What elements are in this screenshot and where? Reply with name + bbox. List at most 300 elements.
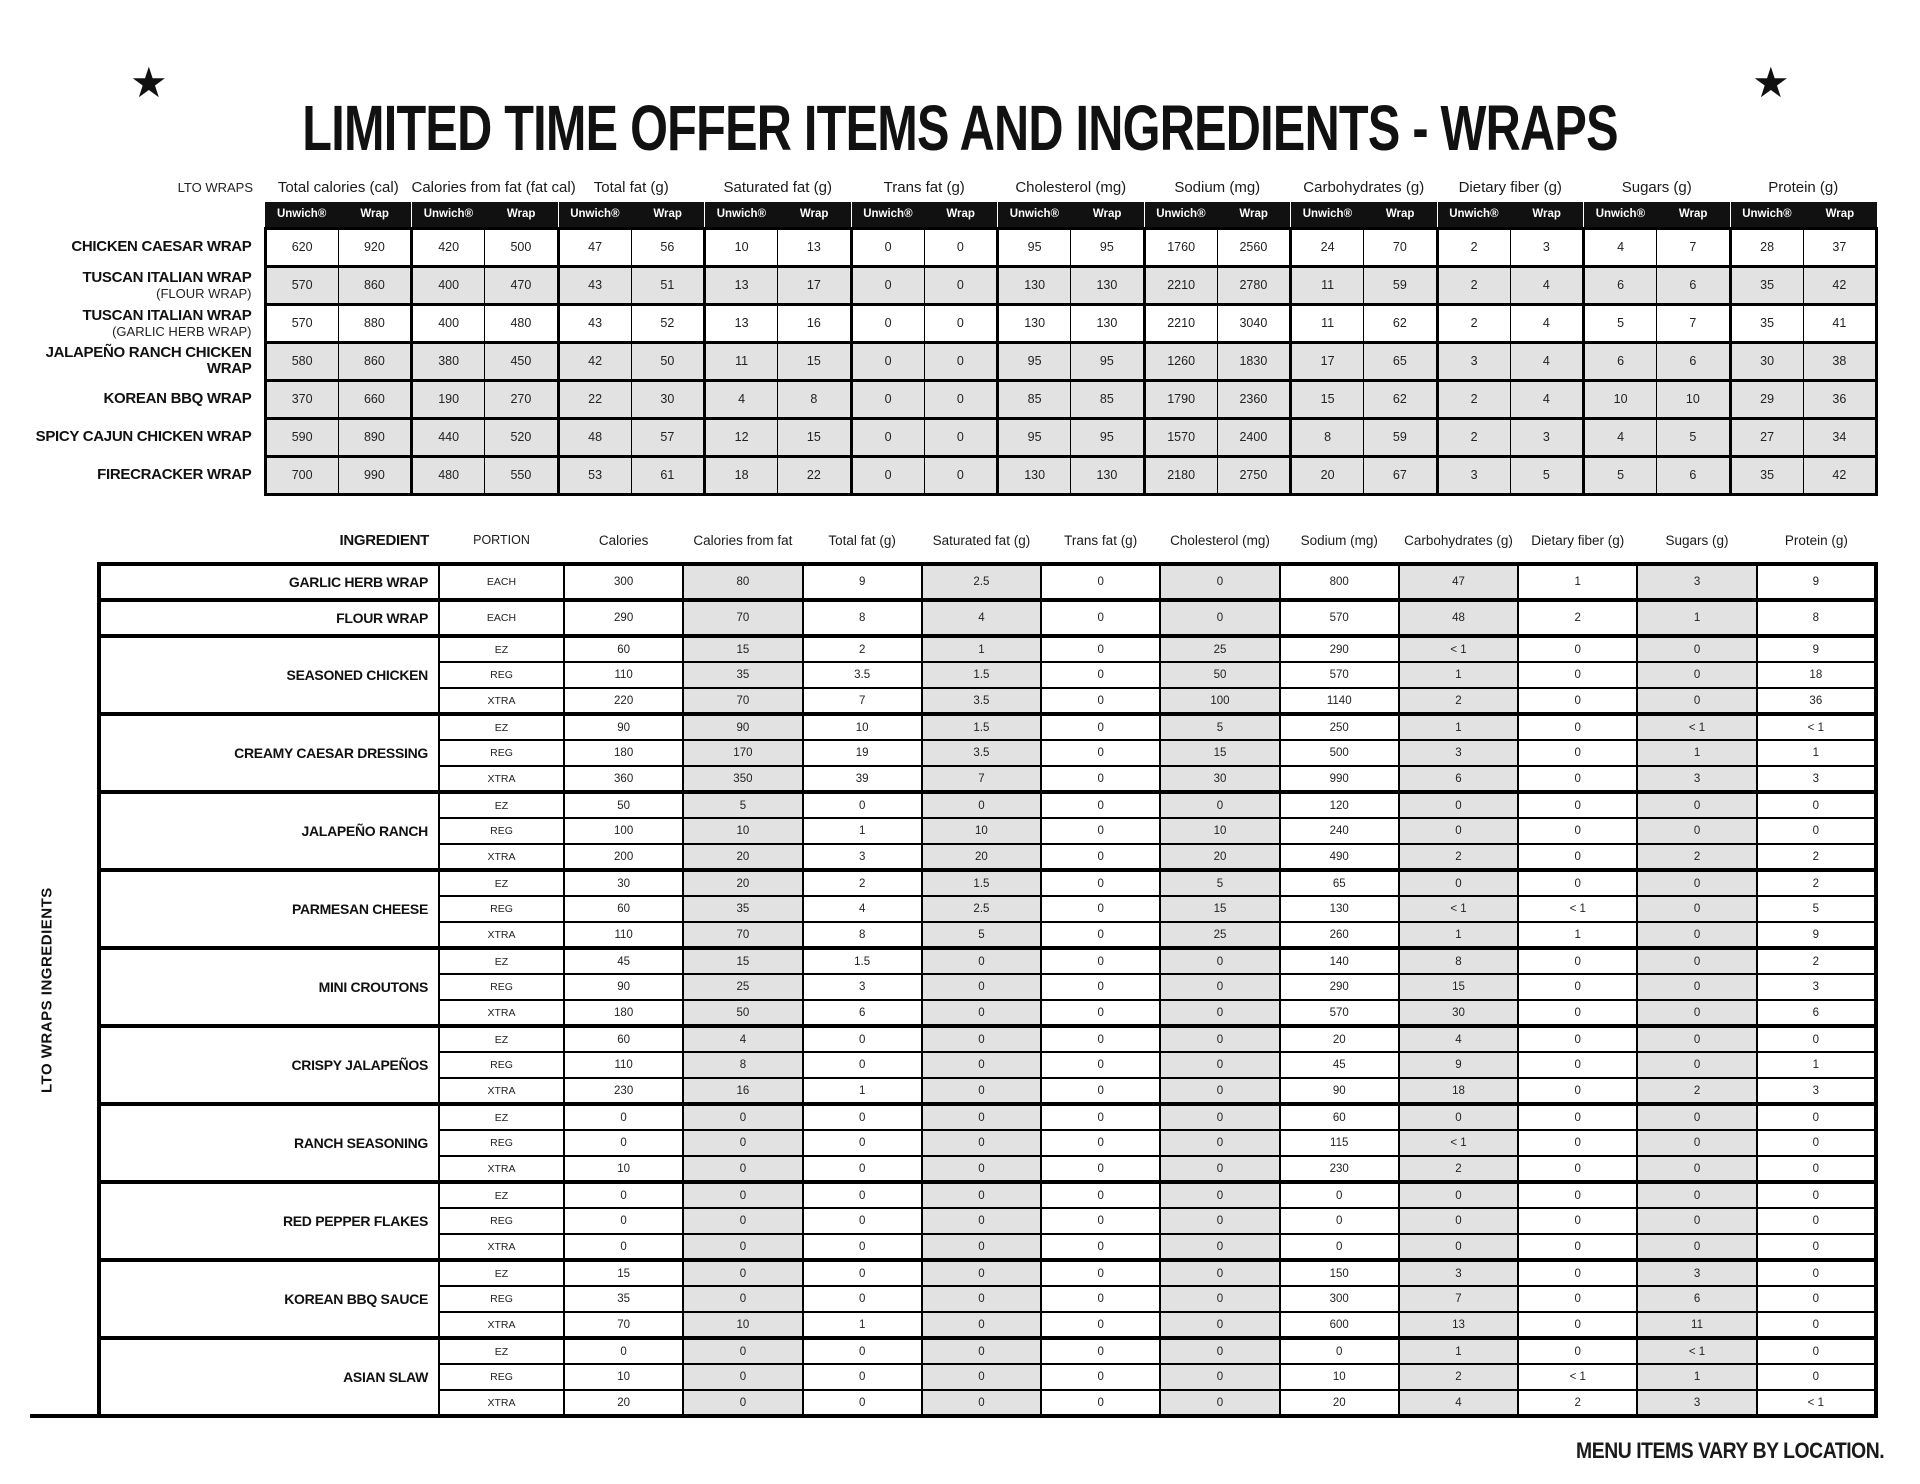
nutrition-value-cell: 13	[778, 228, 851, 266]
nutrition-value-cell: 42	[1803, 456, 1876, 494]
nutrition-value-cell: 0	[1518, 1026, 1637, 1052]
nutrition-value-cell: 0	[1637, 1234, 1756, 1260]
nutrition-value-cell: 1	[1399, 1338, 1518, 1364]
portion-cell: EZ	[439, 1260, 564, 1286]
nutrition-value-cell: 20	[1280, 1390, 1399, 1416]
portion-cell: EZ	[439, 1182, 564, 1208]
nutrition-value-cell: 0	[851, 418, 924, 456]
nutrition-value-cell: 9	[1757, 922, 1876, 948]
wrap-name: CHICKEN CAESAR WRAP	[71, 238, 252, 255]
nutrition-value-cell: 90	[1280, 1078, 1399, 1104]
nutrition-value-cell: 110	[564, 922, 683, 948]
nutrition-value-cell: 1.5	[922, 662, 1041, 688]
nutrition-value-cell: 24	[1291, 228, 1364, 266]
nutrition-value-cell: 2	[1757, 870, 1876, 896]
portion-cell: REG	[439, 740, 564, 766]
portion-cell: EZ	[439, 1338, 564, 1364]
nutrition-value-cell: 4	[1399, 1026, 1518, 1052]
column-group-header: Cholesterol (mg)	[1015, 178, 1127, 196]
nutrition-value-cell: 70	[683, 922, 802, 948]
nutrition-value-cell: 0	[851, 380, 924, 418]
nutrition-value-cell: 1760	[1144, 228, 1217, 266]
nutrition-value-cell: 10	[705, 228, 778, 266]
nutrition-value-cell: 0	[922, 1260, 1041, 1286]
portion-cell: XTRA	[439, 1390, 564, 1416]
nutrition-value-cell: 7	[1657, 228, 1730, 266]
nutrition-value-cell: 0	[1757, 1364, 1876, 1390]
spacer-cell	[0, 202, 265, 228]
nutrition-value-cell: 5	[1160, 870, 1279, 896]
nutrition-value-cell: 0	[1041, 740, 1160, 766]
nutrition-value-cell: 3	[1437, 342, 1510, 380]
subcolumn-header-unwich: Unwich®	[1584, 202, 1657, 228]
nutrition-value-cell: 0	[924, 456, 997, 494]
nutrition-value-cell: 990	[1280, 766, 1399, 792]
ingredient-portion-row	[99, 1104, 1876, 1130]
nutrition-value-cell: 0	[683, 1338, 802, 1364]
ingredient-portion-row	[99, 1338, 1876, 1364]
star-icon: ★	[130, 59, 168, 106]
nutrition-value-cell: 0	[683, 1208, 802, 1234]
nutrition-value-cell: 25	[1160, 922, 1279, 948]
nutrition-value-cell: 0	[924, 380, 997, 418]
nutrition-value-cell: 0	[1160, 564, 1279, 600]
nutrition-value-cell: 1	[803, 1312, 922, 1338]
nutrition-value-cell: 1	[1518, 922, 1637, 948]
nutrition-value-cell: 0	[803, 1286, 922, 1312]
nutrition-value-cell: 490	[1280, 844, 1399, 870]
nutrition-value-cell: 20	[683, 844, 802, 870]
nutrition-value-cell: 0	[1160, 974, 1279, 1000]
nutrition-value-cell: 0	[1518, 870, 1637, 896]
nutrition-value-cell: 30	[631, 380, 704, 418]
nutrition-value-cell: 0	[1518, 1156, 1637, 1182]
nutrition-value-cell: 180	[564, 1000, 683, 1026]
nutrition-value-cell: 0	[924, 342, 997, 380]
nutrition-value-cell: 7	[1399, 1286, 1518, 1312]
nutrition-value-cell: 0	[1757, 1130, 1876, 1156]
nutrition-value-cell: 30	[564, 870, 683, 896]
nutrition-value-cell: 3.5	[922, 688, 1041, 714]
nutrition-value-cell: 6	[1657, 266, 1730, 304]
wrap-row	[0, 456, 1877, 494]
nutrition-value-cell: 4	[1399, 1390, 1518, 1416]
portion-cell: XTRA	[439, 844, 564, 870]
ingredient-name: RED PEPPER FLAKES	[99, 1182, 439, 1260]
wrap-name-sub: (GARLIC HERB WRAP)	[112, 323, 252, 339]
wrap-name: TUSCAN ITALIAN WRAP	[82, 268, 252, 286]
nutrition-value-cell: 15	[683, 636, 802, 662]
nutrition-value-cell: 400	[412, 266, 485, 304]
nutrition-value-cell: 4	[1510, 380, 1583, 418]
nutrition-value-cell: 2	[1437, 380, 1510, 418]
nutrition-value-cell: 500	[1280, 740, 1399, 766]
portion-cell: EZ	[439, 1104, 564, 1130]
ingredient-name: FLOUR WRAP	[99, 600, 439, 636]
nutrition-value-cell: 420	[412, 228, 485, 266]
nutrition-value-cell: 35	[1730, 456, 1803, 494]
nutrition-value-cell: 0	[922, 1208, 1041, 1234]
nutrition-value-cell: 0	[1160, 1208, 1279, 1234]
nutrition-value-cell: 45	[1280, 1052, 1399, 1078]
nutrition-value-cell: 9	[1757, 564, 1876, 600]
wrap-row-label	[0, 456, 265, 494]
nutrition-value-cell: 400	[412, 304, 485, 342]
nutrition-value-cell: 62	[1364, 380, 1437, 418]
nutrition-value-cell: 36	[1757, 688, 1876, 714]
nutrition-value-cell: 45	[564, 948, 683, 974]
nutrition-value-cell: 2	[1437, 304, 1510, 342]
nutrition-value-cell: 2360	[1217, 380, 1290, 418]
ingredients-column-header: Calories from fat	[693, 532, 793, 548]
portion-cell: REG	[439, 974, 564, 1000]
nutrition-value-cell: 0	[1160, 600, 1279, 636]
nutrition-value-cell: 2	[1399, 844, 1518, 870]
subcolumn-header-unwich: Unwich®	[1437, 202, 1510, 228]
subcolumn-header-wrap: Wrap	[1071, 202, 1144, 228]
nutrition-value-cell: 50	[631, 342, 704, 380]
nutrition-value-cell: 890	[338, 418, 411, 456]
subcolumn-header-unwich: Unwich®	[1730, 202, 1803, 228]
nutrition-value-cell: 0	[851, 304, 924, 342]
nutrition-value-cell: 60	[564, 636, 683, 662]
nutrition-value-cell: 36	[1803, 380, 1876, 418]
nutrition-value-cell: 580	[265, 342, 338, 380]
nutrition-value-cell: 0	[1041, 636, 1160, 662]
nutrition-value-cell: 90	[564, 714, 683, 740]
portion-cell: EZ	[439, 792, 564, 818]
nutrition-value-cell: 15	[1160, 896, 1279, 922]
nutrition-value-cell: < 1	[1518, 896, 1637, 922]
nutrition-value-cell: 0	[1041, 1260, 1160, 1286]
subcolumn-header-unwich: Unwich®	[412, 202, 485, 228]
nutrition-value-cell: 53	[558, 456, 631, 494]
nutrition-value-cell: 0	[1041, 870, 1160, 896]
subcolumn-header-unwich: Unwich®	[851, 202, 924, 228]
nutrition-value-cell: 1790	[1144, 380, 1217, 418]
nutrition-value-cell: 0	[1518, 1260, 1637, 1286]
ingredient-name: GARLIC HERB WRAP	[99, 564, 439, 600]
nutrition-value-cell: 0	[1518, 792, 1637, 818]
portion-cell: REG	[439, 662, 564, 688]
ingredient-name: MINI CROUTONS	[99, 948, 439, 1026]
subcolumn-header-wrap: Wrap	[924, 202, 997, 228]
nutrition-value-cell: 18	[1757, 662, 1876, 688]
nutrition-value-cell: 4	[705, 380, 778, 418]
subcolumn-header-unwich: Unwich®	[1144, 202, 1217, 228]
portion-cell: EZ	[439, 636, 564, 662]
nutrition-value-cell: 20	[683, 870, 802, 896]
nutrition-value-cell: 570	[1280, 662, 1399, 688]
nutrition-value-cell: 0	[1518, 688, 1637, 714]
nutrition-value-cell: 0	[1041, 818, 1160, 844]
nutrition-value-cell: 1140	[1280, 688, 1399, 714]
nutrition-value-cell: 13	[1399, 1312, 1518, 1338]
nutrition-value-cell: 380	[412, 342, 485, 380]
nutrition-value-cell: 8	[1291, 418, 1364, 456]
star-icon: ★	[1752, 59, 1790, 106]
nutrition-value-cell: 2	[1637, 1078, 1756, 1104]
ingredient-name: KOREAN BBQ SAUCE	[99, 1260, 439, 1338]
nutrition-value-cell: 110	[564, 662, 683, 688]
nutrition-value-cell: 4	[922, 600, 1041, 636]
nutrition-value-cell: 13	[705, 304, 778, 342]
nutrition-value-cell: 130	[998, 456, 1071, 494]
nutrition-value-cell: 3	[1637, 1390, 1756, 1416]
nutrition-value-cell: 56	[631, 228, 704, 266]
nutrition-value-cell: 0	[1041, 844, 1160, 870]
nutrition-value-cell: 41	[1803, 304, 1876, 342]
nutrition-value-cell: 0	[1757, 1156, 1876, 1182]
nutrition-value-cell: 2180	[1144, 456, 1217, 494]
nutrition-value-cell: 90	[683, 714, 802, 740]
nutrition-value-cell: 570	[265, 304, 338, 342]
nutrition-value-cell: 0	[922, 1052, 1041, 1078]
nutrition-value-cell: 0	[1637, 922, 1756, 948]
nutrition-value-cell: 0	[922, 792, 1041, 818]
nutrition-value-cell: 52	[631, 304, 704, 342]
nutrition-value-cell: 150	[1280, 1260, 1399, 1286]
nutrition-value-cell: 0	[1041, 1078, 1160, 1104]
nutrition-value-cell: 6	[803, 1000, 922, 1026]
nutrition-value-cell: 0	[1757, 1208, 1876, 1234]
nutrition-value-cell: 1.5	[922, 870, 1041, 896]
nutrition-value-cell: 25	[683, 974, 802, 1000]
ingredients-header-row	[99, 518, 1876, 564]
ingredient-portion-row	[99, 870, 1876, 896]
nutrition-value-cell: 10	[564, 1156, 683, 1182]
nutrition-value-cell: 0	[1637, 636, 1756, 662]
nutrition-value-cell: 60	[564, 896, 683, 922]
table-bottom-rule-extension	[30, 1414, 97, 1418]
wrap-row-label	[0, 304, 265, 342]
nutrition-value-cell: 95	[1071, 342, 1144, 380]
nutrition-value-cell: 5	[922, 922, 1041, 948]
nutrition-value-cell: 4	[803, 896, 922, 922]
nutrition-value-cell: 6	[1757, 1000, 1876, 1026]
nutrition-value-cell: 0	[1399, 1208, 1518, 1234]
nutrition-value-cell: 170	[683, 740, 802, 766]
nutrition-value-cell: 10	[564, 1364, 683, 1390]
nutrition-value-cell: < 1	[1399, 1130, 1518, 1156]
nutrition-value-cell: 0	[1757, 1104, 1876, 1130]
portion-cell: XTRA	[439, 1156, 564, 1182]
ingredient-portion-row	[99, 1182, 1876, 1208]
nutrition-value-cell: < 1	[1757, 1390, 1876, 1416]
nutrition-value-cell: 0	[803, 1026, 922, 1052]
nutrition-value-cell: < 1	[1757, 714, 1876, 740]
nutrition-value-cell: 59	[1364, 418, 1437, 456]
nutrition-value-cell: 0	[1399, 818, 1518, 844]
nutrition-value-cell: 43	[558, 266, 631, 304]
nutrition-value-cell: 350	[683, 766, 802, 792]
nutrition-value-cell: 2	[1757, 844, 1876, 870]
nutrition-value-cell: 0	[1160, 1234, 1279, 1260]
nutrition-value-cell: 25	[1160, 636, 1279, 662]
nutrition-value-cell: 0	[1160, 792, 1279, 818]
portion-cell: REG	[439, 1130, 564, 1156]
nutrition-value-cell: 0	[1041, 948, 1160, 974]
nutrition-value-cell: 0	[1041, 896, 1160, 922]
nutrition-value-cell: 70	[1364, 228, 1437, 266]
nutrition-value-cell: 2	[1399, 1364, 1518, 1390]
nutrition-value-cell: 4	[1584, 228, 1657, 266]
portion-cell: REG	[439, 1364, 564, 1390]
nutrition-value-cell: 1	[1757, 740, 1876, 766]
portion-cell: XTRA	[439, 922, 564, 948]
nutrition-value-cell: 3	[1399, 1260, 1518, 1286]
nutrition-value-cell: 3	[1399, 740, 1518, 766]
column-group-header: Sugars (g)	[1621, 178, 1692, 196]
nutrition-value-cell: 42	[1803, 266, 1876, 304]
column-group-header: Total fat (g)	[593, 178, 669, 196]
nutrition-value-cell: 250	[1280, 714, 1399, 740]
nutrition-value-cell: 3	[1637, 1260, 1756, 1286]
nutrition-value-cell: 260	[1280, 922, 1399, 948]
wrap-row-label	[0, 380, 265, 418]
nutrition-value-cell: 59	[1364, 266, 1437, 304]
nutrition-value-cell: 16	[778, 304, 851, 342]
nutrition-value-cell: 28	[1730, 228, 1803, 266]
nutrition-value-cell: 95	[998, 418, 1071, 456]
column-group-header: Calories from fat (fat cal)	[411, 178, 576, 196]
nutrition-value-cell: 8	[803, 922, 922, 948]
page-title: LIMITED TIME OFFER ITEMS AND INGREDIENTS - WRAPS	[302, 91, 1618, 164]
nutrition-value-cell: 11	[705, 342, 778, 380]
wrap-row	[0, 418, 1877, 456]
nutrition-value-cell: 0	[803, 1130, 922, 1156]
nutrition-value-cell: 0	[1518, 974, 1637, 1000]
nutrition-value-cell: 0	[922, 1338, 1041, 1364]
nutrition-value-cell: 0	[922, 1364, 1041, 1390]
nutrition-value-cell: 43	[558, 304, 631, 342]
wrap-row	[0, 342, 1877, 380]
column-group-header: Total calories (cal)	[277, 178, 399, 196]
nutrition-value-cell: 2.5	[922, 564, 1041, 600]
nutrition-value-cell: 0	[1637, 1156, 1756, 1182]
ingredients-nutrition-table-section	[0, 518, 1920, 1418]
nutrition-value-cell: 1	[1518, 564, 1637, 600]
nutrition-value-cell: 20	[1291, 456, 1364, 494]
nutrition-value-cell: 0	[1041, 662, 1160, 688]
nutrition-value-cell: 60	[564, 1026, 683, 1052]
nutrition-value-cell: 5	[1584, 304, 1657, 342]
nutrition-value-cell: 18	[1399, 1078, 1518, 1104]
nutrition-value-cell: 0	[1518, 714, 1637, 740]
nutrition-value-cell: 2	[803, 636, 922, 662]
nutrition-value-cell: 0	[1518, 636, 1637, 662]
nutrition-value-cell: 3.5	[803, 662, 922, 688]
nutrition-value-cell: 3	[1637, 564, 1756, 600]
nutrition-value-cell: 4	[1510, 342, 1583, 380]
nutrition-value-cell: 0	[1399, 1234, 1518, 1260]
nutrition-value-cell: 2	[1437, 228, 1510, 266]
column-group-header: Trans fat (g)	[883, 178, 965, 196]
nutrition-value-cell: 0	[1518, 740, 1637, 766]
nutrition-value-cell: 0	[1041, 1104, 1160, 1130]
nutrition-value-cell: 120	[1280, 792, 1399, 818]
nutrition-value-cell: 95	[1071, 418, 1144, 456]
nutrition-value-cell: 30	[1730, 342, 1803, 380]
nutrition-value-cell: 0	[1637, 1104, 1756, 1130]
nutrition-value-cell: 860	[338, 266, 411, 304]
nutrition-value-cell: 0	[1041, 600, 1160, 636]
nutrition-value-cell: 270	[485, 380, 558, 418]
nutrition-value-cell: 480	[485, 304, 558, 342]
nutrition-value-cell: 19	[803, 740, 922, 766]
nutrition-value-cell: 1	[1399, 714, 1518, 740]
ingredients-column-header: Total fat (g)	[828, 532, 896, 548]
nutrition-value-cell: 2	[1637, 844, 1756, 870]
nutrition-value-cell: 1	[803, 818, 922, 844]
wrap-row-label	[0, 228, 265, 266]
nutrition-value-cell: 2780	[1217, 266, 1290, 304]
wrap-name: JALAPEÑO RANCH CHICKEN WRAP	[45, 344, 252, 377]
nutrition-value-cell: 39	[803, 766, 922, 792]
nutrition-value-cell: 85	[1071, 380, 1144, 418]
nutrition-value-cell: 5	[683, 792, 802, 818]
nutrition-value-cell: 4	[1510, 266, 1583, 304]
nutrition-value-cell: 2210	[1144, 266, 1217, 304]
nutrition-value-cell: 0	[851, 342, 924, 380]
nutrition-value-cell: 0	[922, 1000, 1041, 1026]
nutrition-value-cell: 9	[1757, 636, 1876, 662]
ingredient-name: CREAMY CAESAR DRESSING	[99, 714, 439, 792]
nutrition-value-cell: 70	[683, 688, 802, 714]
nutrition-value-cell: 480	[412, 456, 485, 494]
wrap-row	[0, 380, 1877, 418]
nutrition-value-cell: 0	[1041, 974, 1160, 1000]
nutrition-value-cell: 0	[1041, 792, 1160, 818]
subcolumn-header-unwich: Unwich®	[558, 202, 631, 228]
nutrition-value-cell: 0	[683, 1364, 802, 1390]
nutrition-value-cell: 470	[485, 266, 558, 304]
subcolumn-header-wrap: Wrap	[1364, 202, 1437, 228]
ingredients-column-header: INGREDIENT	[339, 531, 429, 549]
nutrition-value-cell: 15	[1399, 974, 1518, 1000]
nutrition-value-cell: 50	[683, 1000, 802, 1026]
ingredient-portion-row	[99, 600, 1876, 636]
nutrition-value-cell: 27	[1730, 418, 1803, 456]
nutrition-value-cell: 700	[265, 456, 338, 494]
nutrition-value-cell: 0	[1757, 792, 1876, 818]
nutrition-value-cell: 0	[924, 418, 997, 456]
nutrition-value-cell: 130	[1071, 456, 1144, 494]
column-group-header: Carbohydrates (g)	[1303, 178, 1425, 196]
nutrition-value-cell: 0	[803, 1338, 922, 1364]
wrap-row	[0, 304, 1877, 342]
nutrition-value-cell: 1	[1399, 922, 1518, 948]
wraps-table-corner-label: LTO WRAPS	[0, 172, 265, 202]
portion-cell: EZ	[439, 1026, 564, 1052]
nutrition-value-cell: 620	[265, 228, 338, 266]
nutrition-value-cell: 2	[803, 870, 922, 896]
nutrition-value-cell: 0	[1280, 1338, 1399, 1364]
ingredients-column-header: Carbohydrates (g)	[1404, 532, 1513, 548]
nutrition-value-cell: 1	[1757, 1052, 1876, 1078]
nutrition-value-cell: 8	[1757, 600, 1876, 636]
nutrition-value-cell: 7	[922, 766, 1041, 792]
nutrition-value-cell: 2400	[1217, 418, 1290, 456]
nutrition-value-cell: 50	[564, 792, 683, 818]
nutrition-value-cell: 3	[1510, 418, 1583, 456]
nutrition-value-cell: 990	[338, 456, 411, 494]
nutrition-value-cell: 2750	[1217, 456, 1290, 494]
nutrition-value-cell: 0	[1041, 1000, 1160, 1026]
nutrition-value-cell: 0	[922, 974, 1041, 1000]
ingredients-column-header: Cholesterol (mg)	[1170, 532, 1270, 548]
nutrition-value-cell: 67	[1364, 456, 1437, 494]
